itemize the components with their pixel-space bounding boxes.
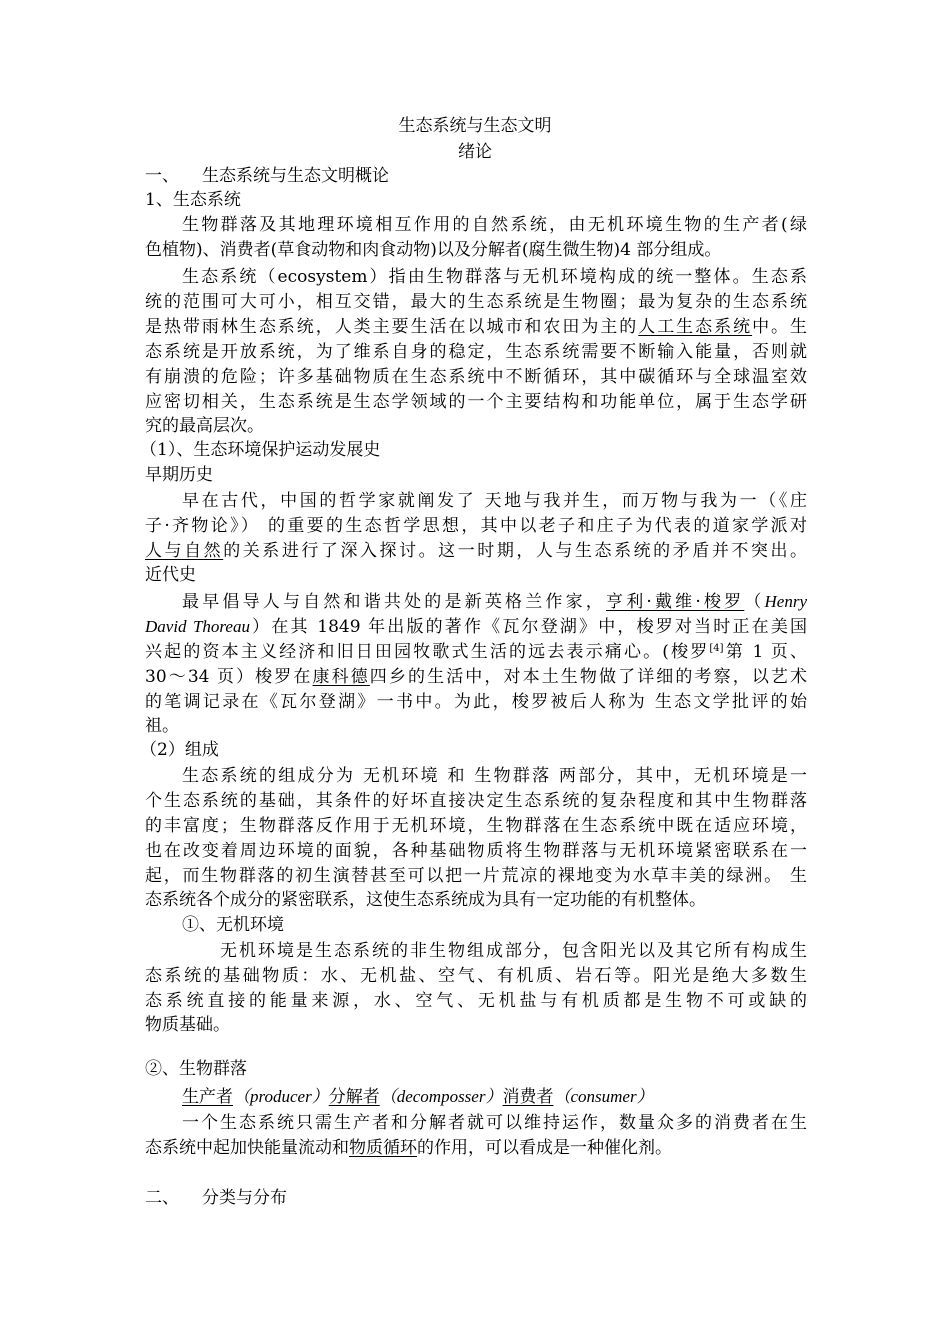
- text-run: 最早倡导人与自然和谐共处的是新英格兰作家，: [182, 592, 606, 612]
- modern-history-heading: 近代史: [145, 565, 196, 585]
- thoreau-link[interactable]: 亨利·戴维·梭罗: [606, 592, 745, 612]
- paragraph-line: 无机环境是生态系统的非生物组成部分，包含阳光以及其它所有构成生: [220, 941, 807, 961]
- paragraph-line: 生态系统的组成分为 无机环境 和 生物群落 两部分，其中，无机环境是一: [182, 766, 807, 786]
- text-run: Henry: [764, 592, 808, 611]
- biological-community-heading: ②、生物群落: [145, 1059, 247, 1079]
- composition-heading: （2）组成: [140, 740, 219, 760]
- paragraph-line: 也在改变着周边环境的面貌，各种基础物质将生物群落与无机环境紧密联系在一: [145, 841, 807, 861]
- paragraph-line: 物质基础。: [145, 1015, 230, 1035]
- paragraph-line: 究的最高层次。: [145, 416, 264, 436]
- text-run: 兴起的资本主义经济和旧日田园牧歌式生活的远去表示痛心。(梭罗: [145, 642, 710, 662]
- section-2-heading: 分类与分布: [202, 1188, 287, 1208]
- paragraph-line: 的丰富度；生物群落反作用于无机环境，生物群落在生态系统中既在适应环境，: [145, 816, 807, 836]
- text-run: David Thoreau: [145, 617, 250, 636]
- paragraph-line: 个生态系统的基础，其条件的好坏直接决定生态系统的复杂程度和其中生物群落: [145, 791, 807, 811]
- section-1-heading: 生态系统与生态文明概论: [202, 166, 389, 186]
- paragraph-line: 祖。: [145, 716, 179, 736]
- paragraph-line: 起，而生物群落的初生演替甚至可以把一片荒凉的裸地变为水草丰美的绿洲。 生: [145, 866, 807, 886]
- text-run: 是热带雨林生态系统，人类主要生活在以城市和农田为主的: [145, 317, 639, 337]
- early-history-heading: 早期历史: [145, 465, 213, 485]
- paragraph-line: 态系统各个成分的紧密联系，这使生态系统成为具有一定功能的有机整体。: [145, 890, 706, 910]
- paragraph-line: 态系统的基础物质：水、无机盐、空气、有机质、岩石等。阳光是绝大多数生: [145, 966, 807, 986]
- concord-link[interactable]: 康科德: [312, 667, 370, 687]
- text-run: 的关系进行了深入探讨。这一时期，人与生态系统的矛盾并不突出。: [223, 541, 808, 561]
- roles-line: [182, 1085, 654, 1109]
- text-run: 30～34 页）梭罗在: [145, 667, 313, 687]
- citation-reference[interactable]: [4]: [709, 643, 724, 654]
- producer-link[interactable]: 生产者: [182, 1087, 233, 1107]
- text-run: （: [744, 592, 765, 612]
- paragraph-line: 态系统直接的能量来源，水、空气、无机盐与有机质都是生物不可或缺的: [145, 991, 807, 1011]
- paragraph-line: 色植物)、消费者(草食动物和肉食动物)以及分解者(腐生微生物)4 部分组成。: [145, 240, 722, 260]
- decomposer-english: （decomposser）: [379, 1087, 503, 1106]
- consumer-link[interactable]: 消费者: [502, 1087, 554, 1107]
- inorganic-environment-heading: ①、无机环境: [182, 915, 284, 935]
- paragraph-line: 的笔调记录在《瓦尔登湖》一书中。为此，梭罗被后人称为 生态文学批评的始: [145, 692, 807, 712]
- paragraph-line: 统的范围可大可小，相互交错，最大的生态系统是生物圈；最为复杂的生态系统: [145, 292, 807, 312]
- text-run: 第 1 页、: [723, 642, 807, 662]
- text-run: 中。生: [752, 317, 808, 337]
- text-run: 态系统中起加快能量流动和: [145, 1138, 349, 1158]
- paragraph-line: 态系统是开放系统，为了维系自身的稳定，生态系统需要不断输入能量，否则就: [145, 342, 807, 362]
- paragraph-line: [145, 1136, 672, 1160]
- decomposer-link[interactable]: 分解者: [328, 1087, 380, 1107]
- section-2-number: 二、: [145, 1188, 179, 1208]
- man-and-nature-link[interactable]: 人与自然: [145, 541, 224, 561]
- paragraph-line: 应密切相关，生态系统是生态学领域的一个主要结构和功能单位，属于生态学研: [145, 392, 807, 412]
- text-run: ）在其 1849 年出版的著作《瓦尔登湖》中，梭罗对当时正在美国: [249, 617, 808, 637]
- paragraph-line: [145, 539, 807, 563]
- history-heading: （1）、生态环境保护运动发展史: [140, 440, 381, 460]
- paragraph-line: [145, 615, 807, 639]
- document-title: 生态系统与生态文明: [398, 116, 552, 136]
- producer-english: （producer）: [233, 1087, 329, 1106]
- paragraph-line: 生态系统（ecosystem）指由生物群落与无机环境构成的统一整体。生态系: [182, 267, 807, 287]
- paragraph-line: [145, 640, 807, 664]
- material-cycle-link[interactable]: 物质循环: [349, 1138, 417, 1158]
- paragraph-line: 早在古代，中国的哲学家就阐发了 天地与我并生，而万物与我为一（《庄: [182, 491, 807, 511]
- paragraph-line: 子·齐物论》） 的重要的生态哲学思想，其中以老子和庄子为代表的道家学派对: [145, 516, 807, 536]
- text-run: 四乡的生活中，对本土生物做了详细的考察，以艺术: [369, 667, 808, 687]
- paragraph-line: [182, 590, 807, 614]
- paragraph-line: [145, 315, 807, 339]
- paragraph-line: [145, 665, 807, 689]
- paragraph-line: 有崩溃的危险；许多基础物质在生态系统中不断循环，其中碳循环与全球温室效: [145, 367, 807, 387]
- consumer-english: （consumer）: [553, 1087, 654, 1106]
- document-subtitle: 绪论: [458, 142, 492, 162]
- paragraph-line: 一个生态系统只需生产者和分解者就可以维持运作，数量众多的消费者在生: [182, 1113, 807, 1133]
- paragraph-line: 生物群落及其地理环境相互作用的自然系统，由无机环境生物的生产者(绿: [182, 215, 807, 235]
- section-1-number: 一、: [145, 166, 179, 186]
- subsection-1-heading: 1、生态系统: [145, 190, 241, 210]
- man-made-ecosystem-link[interactable]: 人工生态系统: [638, 317, 753, 337]
- text-run: 的作用，可以看成是一种催化剂。: [417, 1138, 672, 1158]
